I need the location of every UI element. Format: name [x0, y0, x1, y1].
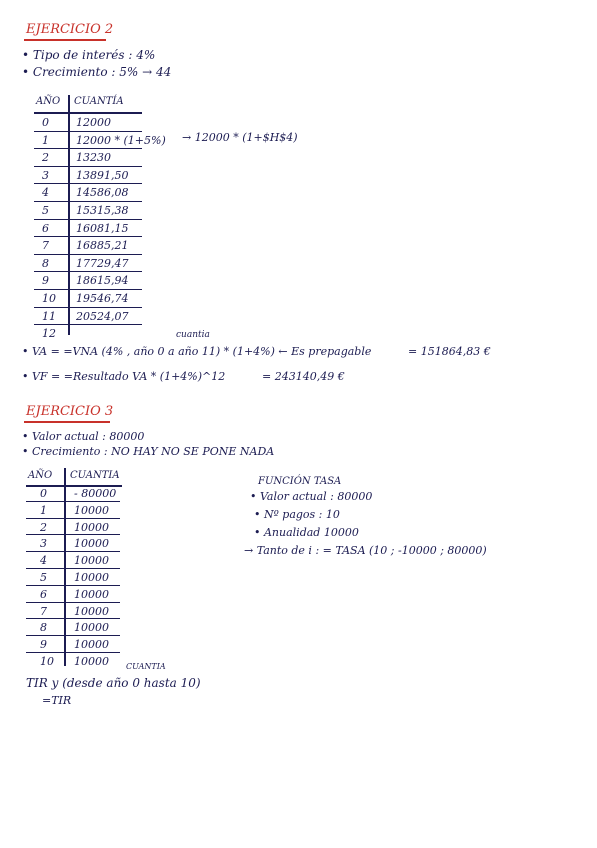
- ex2-row-line: [34, 131, 142, 132]
- ex2-row-line: [34, 201, 142, 202]
- ex2-amount-cell: 15315,38: [76, 204, 129, 217]
- ex2-va-result: = 151864,83 €: [408, 345, 491, 358]
- ex3-year-cell: 4: [40, 554, 47, 568]
- ex2-amount-cell: 14586,08: [76, 186, 129, 200]
- ex2-amount-cell: 12000: [76, 116, 111, 129]
- ex2-row-line: [34, 148, 142, 149]
- ex2-va-formula: • VA = =VNA (4% , año 0 a año 11) * (1+4%) ← Es prepagable: [22, 345, 372, 358]
- ex2-amount-cell: 16081,15: [76, 221, 129, 235]
- ex3-year-cell: 2: [40, 520, 47, 534]
- exercise-3-title: EJERCICIO 3: [26, 404, 114, 419]
- ex2-year-cell: 2: [42, 151, 49, 165]
- ex3-row-line: [26, 585, 120, 586]
- ex3-year-cell: 5: [40, 571, 47, 584]
- ex3-func-payments: • Nº pagos : 10: [254, 508, 340, 521]
- ex2-year-cell: 1: [42, 133, 49, 147]
- ex2-amount-cell: 13230: [76, 151, 111, 165]
- ex3-row-line: [26, 501, 120, 502]
- ex3-amount-cell: 10000: [74, 587, 109, 601]
- ex3-year-cell: 9: [40, 638, 47, 652]
- ex2-growth: • Crecimiento : 5% → 44: [22, 65, 172, 79]
- ex3-tir-result: =TIR: [42, 694, 72, 707]
- ex2-col-year: AÑO: [36, 96, 61, 107]
- ex3-row-line: [26, 652, 120, 653]
- ex3-func-result: → Tanto de i : = TASA (10 ; -10000 ; 80000): [244, 544, 487, 557]
- ex3-table-divider: [64, 468, 66, 666]
- ex3-amount-cell: 10000: [74, 571, 109, 584]
- ex3-row-line: [26, 518, 120, 519]
- ex2-row-line: [34, 271, 142, 272]
- ex2-col-amount: CUANTÍA: [74, 96, 124, 107]
- ex3-year-cell: 3: [40, 537, 47, 551]
- ex3-func-title: FUNCIÓN TASA: [258, 476, 342, 487]
- ex3-year-cell: 1: [40, 503, 47, 517]
- ex2-amount-cell: 19546,74: [76, 292, 129, 305]
- ex3-col-amount: CUANTIA: [70, 470, 120, 481]
- ex2-year-cell: 7: [42, 239, 49, 253]
- exercise-2-title-underline: [24, 39, 106, 41]
- ex3-tir-line: TIR y (desde año 0 hasta 10): [26, 676, 201, 690]
- exercise-3-title-underline: [24, 421, 110, 423]
- ex2-row1-note: → 12000 * (1+$H$4): [182, 131, 298, 144]
- ex3-year-cell: 6: [40, 587, 47, 601]
- ex2-header-line: [34, 112, 142, 114]
- ex2-amount-cell: 13891,50: [76, 168, 129, 182]
- ex2-vf-formula: • VF = =Resultado VA * (1+4%)^12: [22, 370, 226, 383]
- ex3-year-cell: 7: [40, 604, 47, 618]
- ex2-year-cell: 9: [42, 274, 49, 288]
- exercise-2-title: EJERCICIO 2: [26, 22, 114, 37]
- ex2-row-line: [34, 307, 142, 308]
- ex2-cuantia-note: cuantia: [176, 330, 210, 340]
- ex2-year-cell: 8: [42, 256, 49, 270]
- ex3-amount-cell: 10000: [74, 554, 109, 568]
- ex3-present-value: • Valor actual : 80000: [22, 430, 145, 443]
- ex3-year-cell: 8: [40, 621, 47, 635]
- ex2-row-line: [34, 183, 142, 184]
- ex3-amount-cell: 10000: [74, 638, 109, 652]
- ex2-row-line: [34, 324, 142, 325]
- ex3-year-cell: 0: [40, 487, 47, 500]
- ex3-growth: • Crecimiento : NO HAY NO SE PONE NADA: [22, 445, 275, 458]
- ex3-row-line: [26, 568, 120, 569]
- ex2-row-line: [34, 236, 142, 237]
- ex2-interest-rate: • Tipo de interés : 4%: [22, 48, 156, 62]
- ex2-row-line: [34, 219, 142, 220]
- ex3-cuantia-note: CUANTIA: [126, 662, 166, 671]
- ex2-row-line: [34, 254, 142, 255]
- ex3-amount-cell: 10000: [74, 503, 109, 517]
- ex3-col-year: AÑO: [28, 470, 53, 481]
- ex2-amount-cell: 20524,07: [76, 309, 129, 323]
- ex3-row-line: [26, 635, 120, 636]
- ex2-vf-result: = 243140,49 €: [262, 370, 345, 383]
- ex3-func-annuity: • Anualidad 10000: [254, 526, 359, 539]
- ex2-year-cell: 4: [42, 186, 49, 200]
- ex2-year-cell: 0: [42, 116, 49, 129]
- ex2-row-line: [34, 289, 142, 290]
- ex2-row-line: [34, 166, 142, 167]
- ex3-amount-cell: 10000: [74, 655, 109, 668]
- ex3-row-line: [26, 534, 120, 535]
- ex2-year-cell: 6: [42, 221, 49, 235]
- ex2-amount-cell: 17729,47: [76, 256, 129, 270]
- ex2-year-cell: 11: [42, 309, 56, 323]
- ex3-amount-cell: 10000: [74, 520, 109, 534]
- ex2-year-cell: 10: [42, 292, 56, 305]
- ex2-amount-cell: 12000 * (1+5%): [76, 133, 166, 147]
- ex2-year-cell: 3: [42, 168, 49, 182]
- ex3-row-line: [26, 602, 120, 603]
- ex3-amount-cell: 10000: [74, 621, 109, 635]
- ex2-amount-cell: 18615,94: [76, 274, 129, 288]
- ex3-amount-cell: 10000: [74, 537, 109, 551]
- ex3-row-line: [26, 551, 120, 552]
- ex3-amount-cell: - 80000: [74, 487, 117, 500]
- ex3-row-line: [26, 618, 120, 619]
- ex2-amount-cell: 16885,21: [76, 239, 129, 253]
- ex2-year-cell: 12: [42, 327, 56, 341]
- ex3-func-present-value: • Valor actual : 80000: [250, 490, 373, 503]
- ex3-amount-cell: 10000: [74, 604, 109, 618]
- ex3-year-cell: 10: [40, 655, 54, 668]
- ex2-year-cell: 5: [42, 204, 49, 217]
